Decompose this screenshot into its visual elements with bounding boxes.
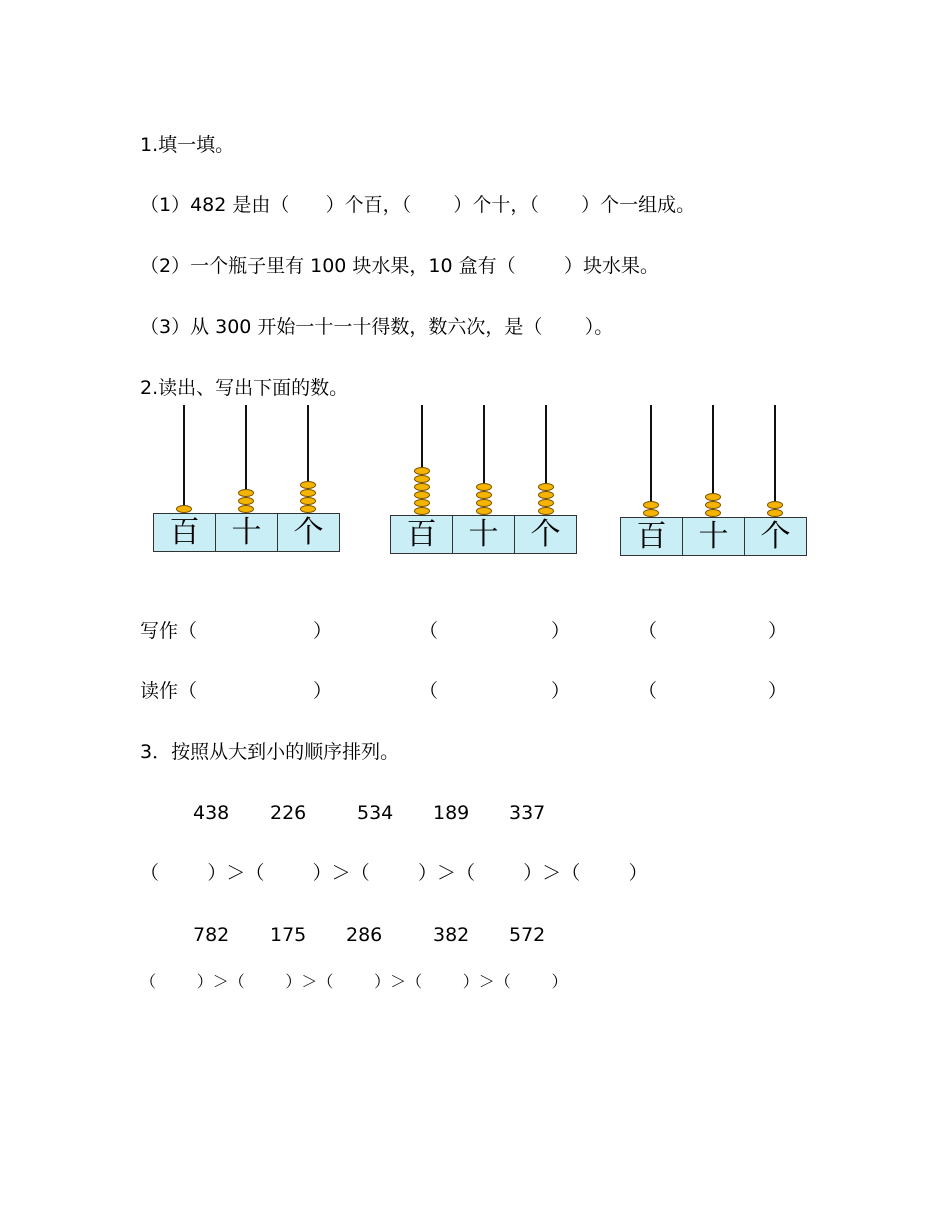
label-hundreds: 百	[621, 518, 683, 555]
paren-open: （	[419, 680, 439, 702]
read-label: 读作（	[140, 680, 198, 702]
abacus-bead	[300, 481, 316, 489]
abacus-bead	[414, 475, 430, 483]
number: 782	[193, 924, 230, 946]
abacus-bead	[414, 499, 430, 507]
paren-open: （	[638, 620, 658, 642]
paren-close: ）	[768, 620, 788, 642]
paren-close: ）	[313, 680, 333, 702]
abacus-bead	[705, 501, 721, 509]
order-chain-1: （ ）＞（ ）＞（ ）＞（ ）＞（ ）	[140, 862, 648, 884]
label-tens: 十	[683, 518, 745, 555]
number: 226	[270, 802, 307, 824]
write-label: 写作（	[140, 620, 198, 642]
abacus-bead	[238, 489, 254, 497]
place-value-box	[390, 515, 577, 554]
abacus-bead	[176, 505, 192, 513]
number: 382	[433, 924, 470, 946]
paren-close: ）	[551, 620, 571, 642]
label-tens: 十	[453, 516, 515, 553]
place-value-box	[620, 517, 807, 556]
number: 534	[357, 802, 394, 824]
q2-title: 2.读出、写出下面的数。	[140, 377, 349, 399]
number: 572	[509, 924, 546, 946]
abacus-bead	[238, 497, 254, 505]
number: 189	[433, 802, 470, 824]
abacus-2	[390, 405, 577, 555]
number: 337	[509, 802, 546, 824]
abacus-bead	[643, 501, 659, 509]
paren-close: ）	[313, 620, 333, 642]
abacus-bead	[538, 483, 554, 491]
abacus-bead	[238, 505, 254, 513]
abacus-1	[153, 405, 340, 553]
abacus-bead	[538, 491, 554, 499]
abacus-bead	[414, 491, 430, 499]
abacus-bead	[767, 501, 783, 509]
number: 438	[193, 802, 230, 824]
number: 286	[346, 924, 383, 946]
number: 175	[270, 924, 307, 946]
rod-hundreds	[183, 405, 185, 513]
label-tens: 十	[216, 514, 278, 551]
abacus-bead	[414, 507, 430, 515]
q1-title: 1.填一填。	[140, 134, 235, 156]
abacus-bead	[538, 507, 554, 515]
label-ones: 个	[760, 518, 791, 554]
paren-close: ）	[551, 680, 571, 702]
abacus-bead	[300, 497, 316, 505]
place-value-box	[153, 513, 340, 552]
q3-title: 3．按照从大到小的顺序排列。	[140, 741, 400, 763]
abacus-bead	[414, 467, 430, 475]
paren-open: （	[638, 680, 658, 702]
abacus-bead	[705, 509, 721, 517]
abacus-bead	[300, 489, 316, 497]
q1-item-2: （2）一个瓶子里有 100 块水果，10 盒有（ ）块水果。	[140, 255, 659, 277]
abacus-bead	[643, 509, 659, 517]
label-hundreds: 百	[391, 516, 453, 553]
paren-open: （	[419, 620, 439, 642]
abacus-bead	[300, 505, 316, 513]
order-chain-2: （ ）＞（ ）＞（ ）＞（ ）＞（ ）	[140, 972, 568, 991]
label-hundreds: 百	[154, 514, 216, 551]
paren-close: ）	[768, 680, 788, 702]
abacus-bead	[767, 509, 783, 517]
abacus-bead	[705, 493, 721, 501]
label-ones: 个	[293, 514, 324, 550]
q1-item-1: （1）482 是由（ ）个百，（ ）个十，（ ）个一组成。	[140, 194, 696, 216]
abacus-bead	[538, 499, 554, 507]
label-ones: 个	[530, 516, 561, 552]
abacus-3	[620, 405, 807, 557]
abacus-bead	[414, 483, 430, 491]
abacus-bead	[476, 483, 492, 491]
abacus-bead	[476, 499, 492, 507]
abacus-bead	[476, 491, 492, 499]
q1-item-3: （3）从 300 开始一十一十得数，数六次，是（ ）。	[140, 316, 614, 338]
abacus-bead	[476, 507, 492, 515]
